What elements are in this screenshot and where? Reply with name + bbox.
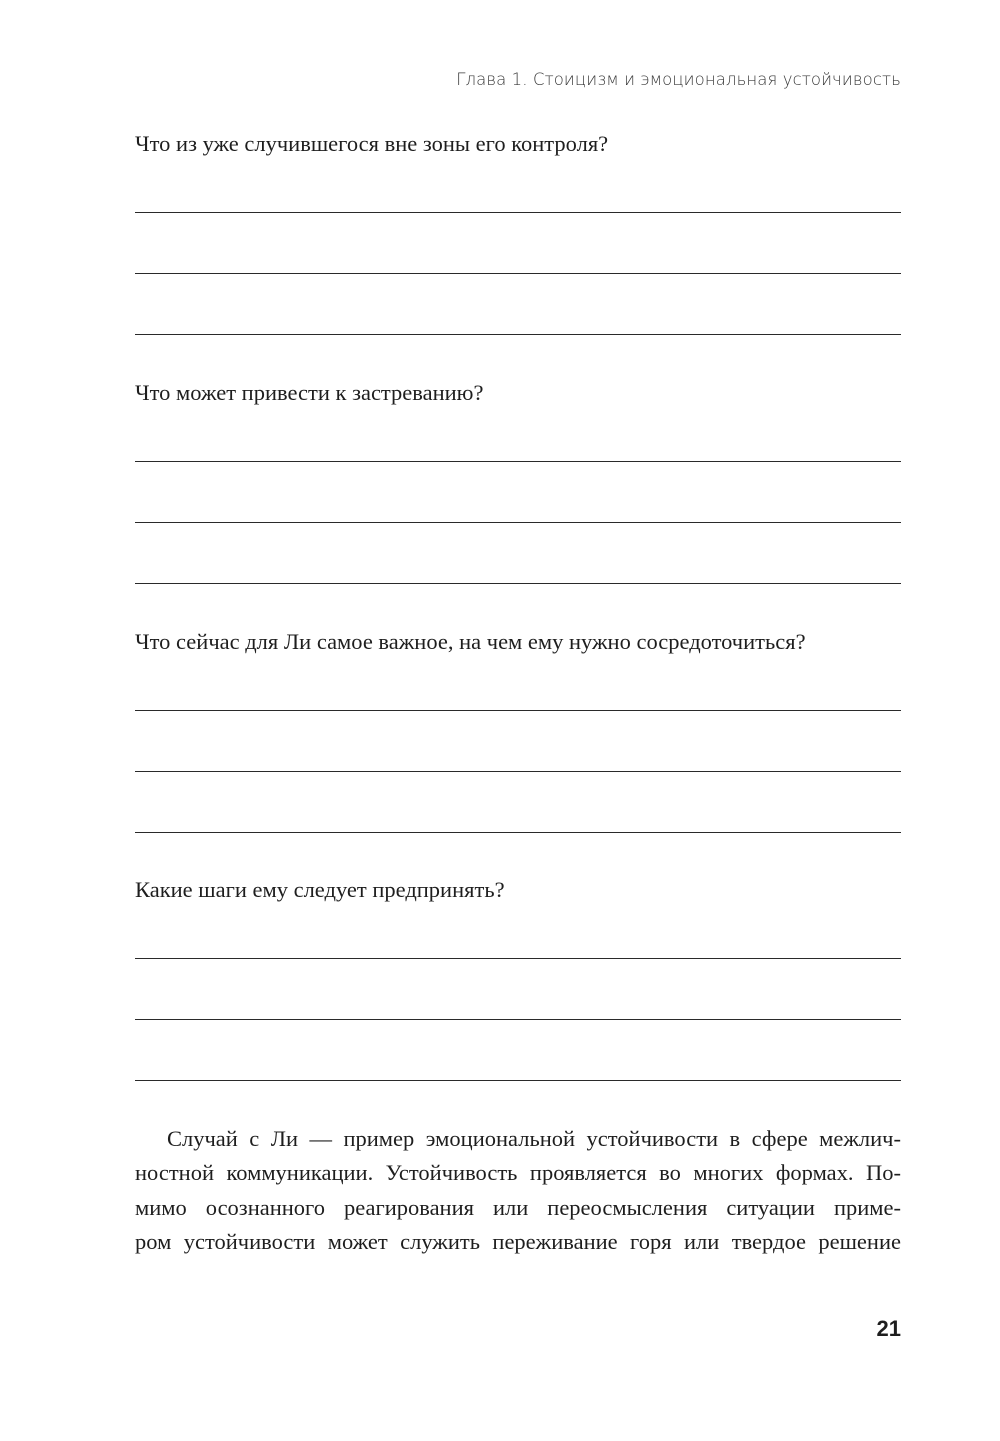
answer-line-1-1[interactable] bbox=[135, 212, 901, 213]
answer-line-2-3[interactable] bbox=[135, 583, 901, 584]
running-header: Глава 1. Стоицизм и эмоциональная устойчивость bbox=[456, 70, 901, 89]
body-line-1: Случай с Ли — пример эмоциональной устойчивости в сфере межлич- bbox=[167, 1126, 901, 1151]
question-4: Какие шаги ему следует предпринять? bbox=[135, 877, 505, 902]
body-line-3: мимо осознанного реагирования или переосмысления ситуации приме- bbox=[135, 1194, 901, 1220]
body-line-2: ностной коммуникации. Устойчивость проявляется во многих формах. По- bbox=[135, 1160, 901, 1186]
answer-line-3-1[interactable] bbox=[135, 710, 901, 711]
answer-line-2-1[interactable] bbox=[135, 461, 901, 462]
answer-line-4-2[interactable] bbox=[135, 1019, 901, 1020]
answer-line-4-3[interactable] bbox=[135, 1080, 901, 1081]
answer-line-2-2[interactable] bbox=[135, 522, 901, 523]
answer-line-1-2[interactable] bbox=[135, 273, 901, 274]
question-3: Что сейчас для Ли самое важное, на чем ему нужно сосредоточиться? bbox=[135, 629, 806, 654]
page-number: 21 bbox=[876, 1316, 901, 1341]
answer-line-3-2[interactable] bbox=[135, 771, 901, 772]
body-line-4: ром устойчивости может служить переживание горя или твердое решение bbox=[135, 1228, 901, 1254]
answer-line-1-3[interactable] bbox=[135, 334, 901, 335]
question-1: Что из уже случившегося вне зоны его контроля? bbox=[135, 131, 609, 156]
answer-line-3-3[interactable] bbox=[135, 832, 901, 833]
answer-line-4-1[interactable] bbox=[135, 958, 901, 959]
question-2: Что может привести к застреванию? bbox=[135, 380, 484, 405]
body-paragraph bbox=[135, 1122, 901, 1259]
